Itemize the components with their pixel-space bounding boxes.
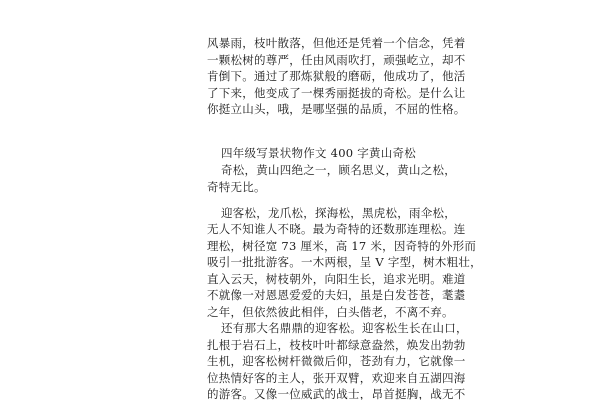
text-line: 吸引一批批游客。一木两根，呈 V 字型，树木粗壮，: [207, 255, 482, 269]
text-line: 扎根于岩石上，枝枝叶叶都绿意盎然，焕发出勃勃: [207, 338, 466, 352]
text-line: 无人不知谁人不晓。最为奇特的还数那连理松。连: [207, 222, 466, 236]
text-line: 还有那大名鼎鼎的迎客松。迎客松生长在山口，: [221, 321, 468, 335]
text-line: 生机，迎客松树杆微微后仰，苍劲有力，它就像一: [207, 354, 466, 368]
text-line: 奇特无比。: [207, 180, 266, 194]
text-line: 风暴雨，枝叶散落，但他还是凭着一个信念，凭着: [207, 36, 466, 50]
essay-title: 四年级写景状物作文 400 字黄山奇松: [221, 146, 417, 160]
text-line: 你挺立山头，哦，是哪坚强的品质，不屈的性格。: [207, 102, 466, 116]
text-line: 奇松，黄山四绝之一，顾名思义，黄山之松，: [221, 163, 456, 177]
text-line: 肯倒下。通过了那炼狱般的磨砺，他成功了，他活: [207, 69, 466, 83]
text-line: 之年，但依然彼此相伴，白头偕老，不离不弃。: [207, 305, 454, 319]
text-line: 直入云天，树枝朝外，向阳生长，追求光明。难道: [207, 272, 466, 286]
text-line: 了下来，他变成了一棵秀丽挺拔的奇松。是什么让: [207, 86, 466, 100]
text-line: 理松，树径宽 73 厘米，高 17 米，因奇特的外形而: [207, 239, 477, 253]
text-line: 的游客。又像一位威武的战士，昂首挺胸，战无不: [207, 387, 466, 400]
text-line: 位热情好客的主人，张开双臂，欢迎来自五湖四海: [207, 371, 466, 385]
text-line: 迎客松，龙爪松，探海松，黑虎松，雨伞松，: [221, 206, 456, 220]
text-line: 不就像一对恩恩爱爱的夫妇，虽是白发苍苍，耄耋: [207, 288, 466, 302]
text-line: 一颗松树的尊严，任由风雨吹打，顽强屹立，却不: [207, 53, 466, 67]
